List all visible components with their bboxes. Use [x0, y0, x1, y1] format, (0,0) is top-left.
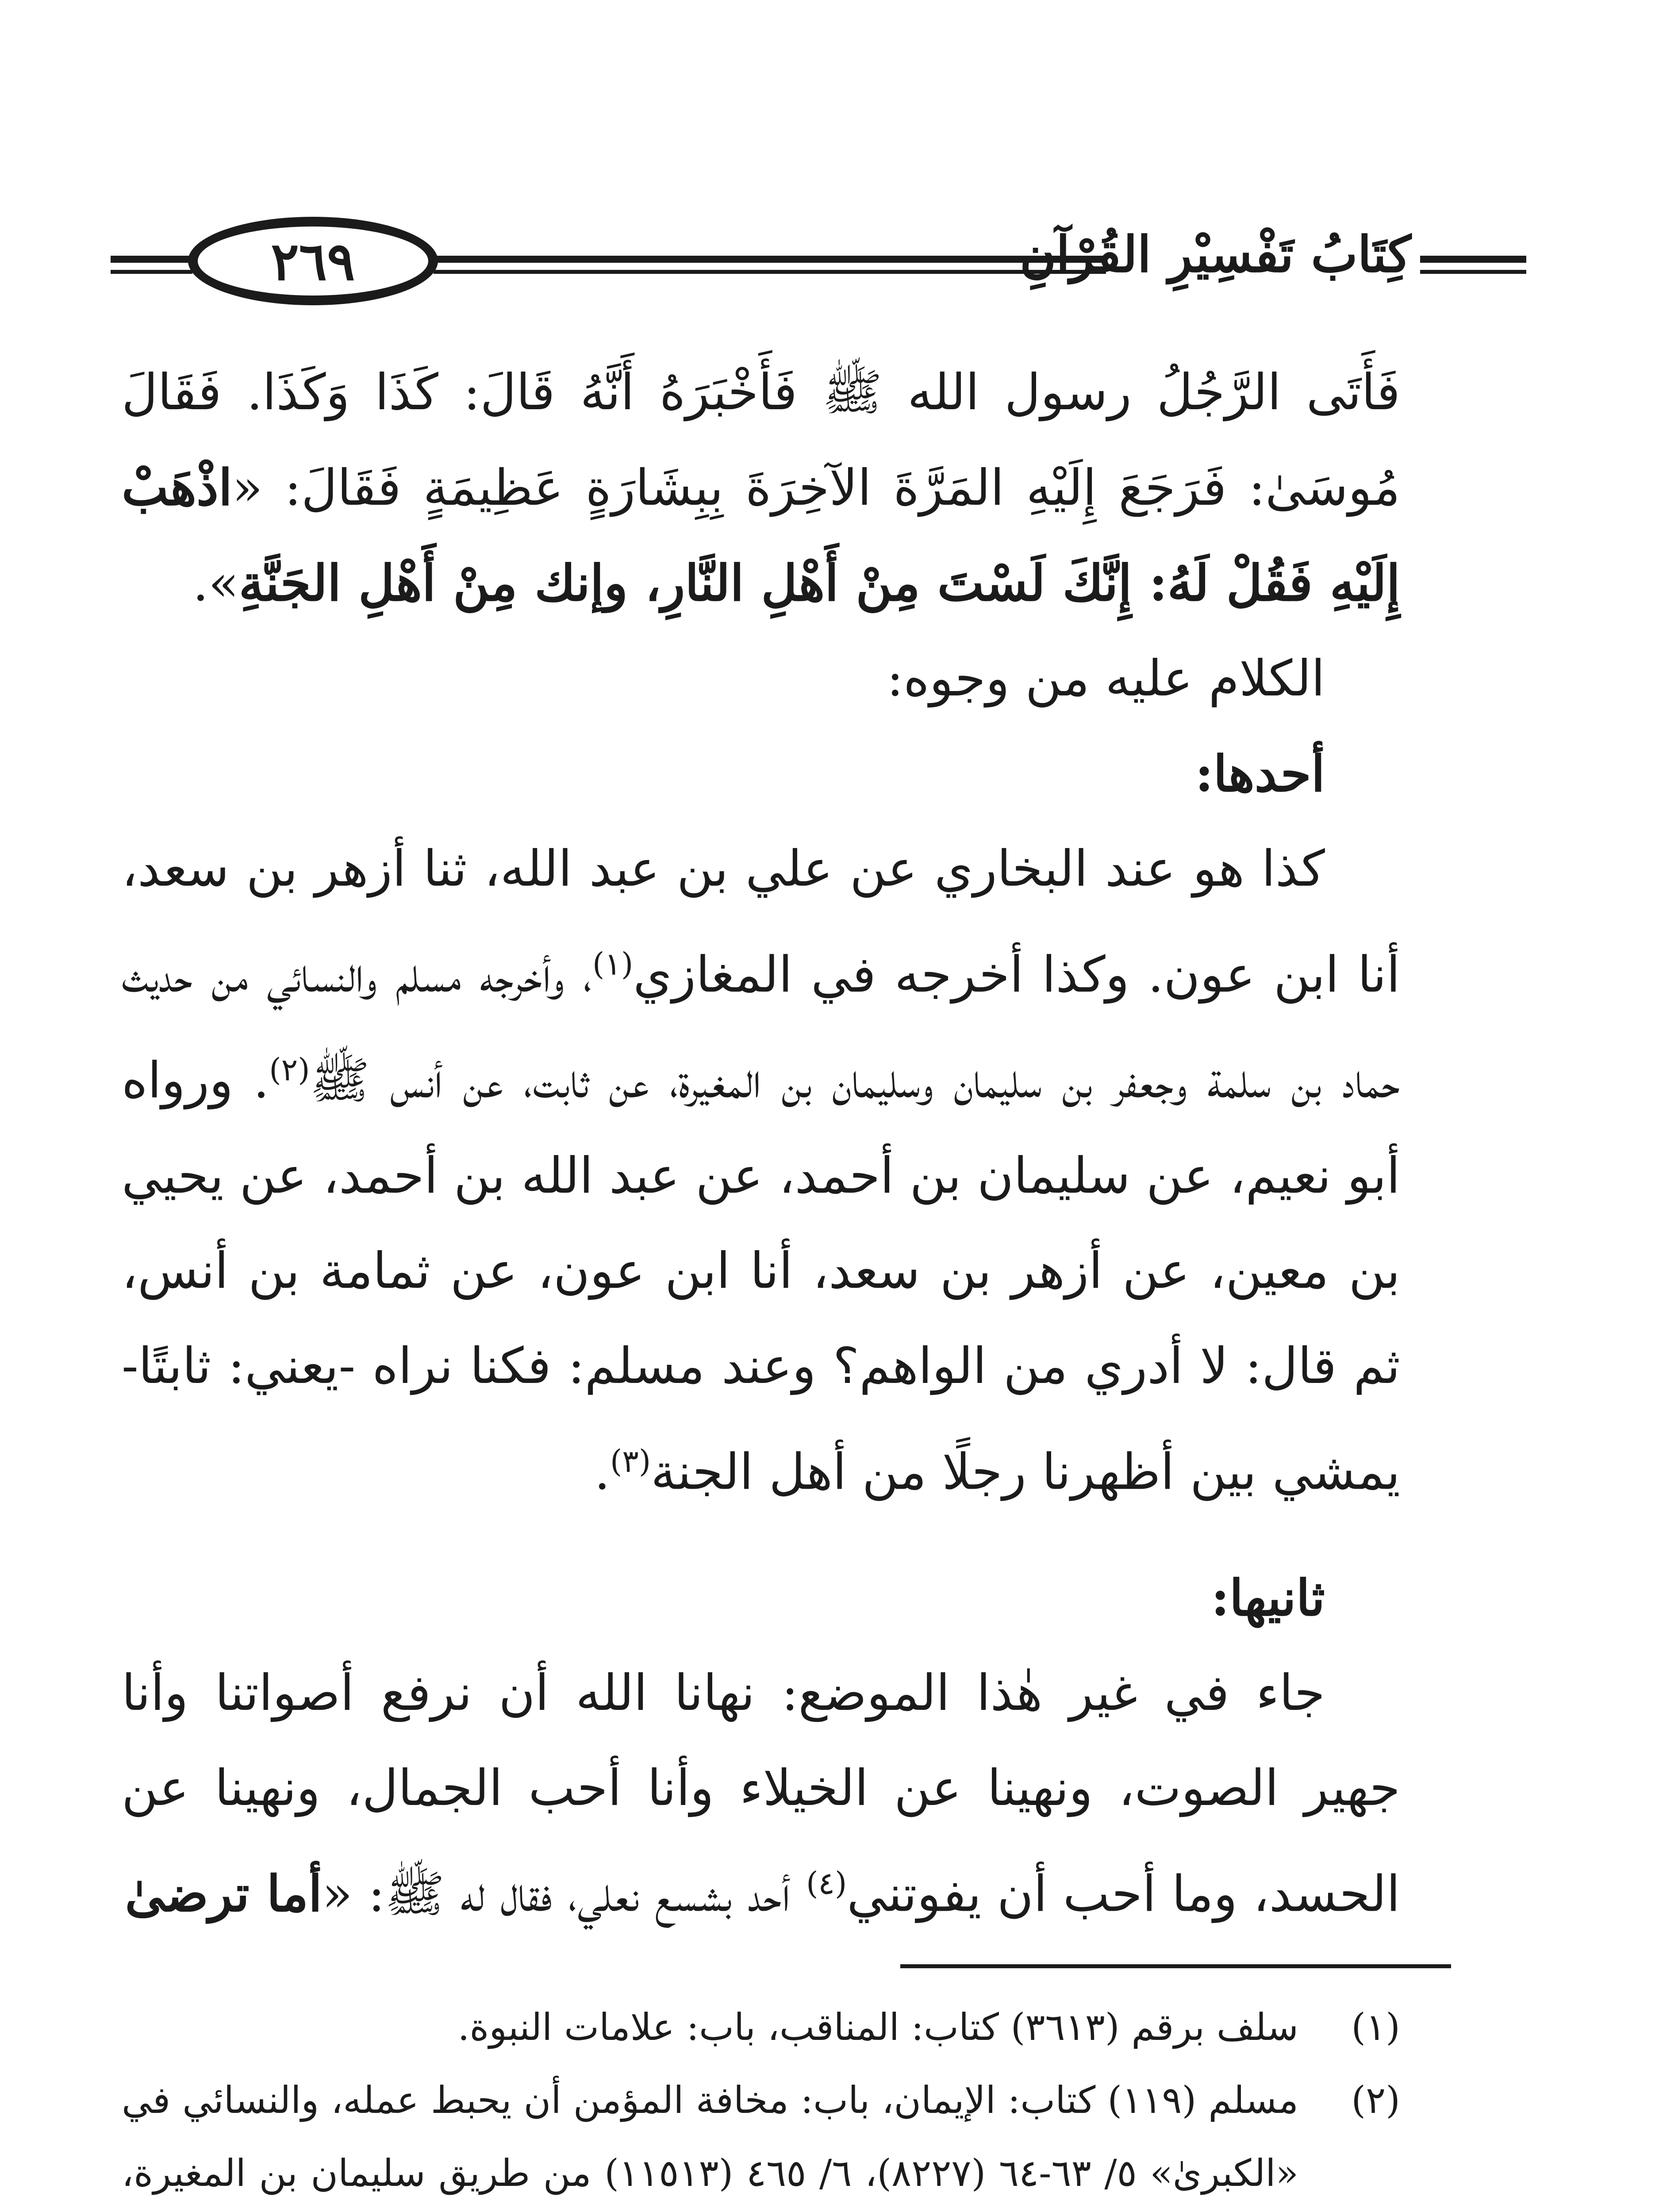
page-number: ٢٦٩: [271, 230, 355, 292]
footnote-item: [122, 2064, 1400, 2212]
text-span: أحد بشسع نعلي، فقال له ﷺ: «: [322, 1865, 806, 1923]
bold-quote: أما ترضىٰ: [125, 1865, 323, 1923]
text-span: . ورواه أبو نعيم، عن سليمان بن أحمد، عن عبد الله بن أحمد، عن يحيي بن معين، عن أزهر بن سعد، أنا ابن عون، عن ثمامة بن أنس، ثم قال: لا أدري من الواهم؟ وعند مسلم: فكنا نراه -يعني: ثابتًا- يمشي بين أظهرنا رجلًا من أهل الجنة: [122, 1052, 1400, 1501]
header-rule-left-top: [111, 256, 192, 263]
header-rule-right-bottom: [1420, 270, 1526, 274]
text-span: ».: [192, 555, 239, 612]
book-title: كِتَابُ تَفْسِيْرِ القُرْآنِ: [1019, 226, 1411, 284]
main-text: [122, 345, 1400, 1942]
header-rule-center-bottom: [434, 270, 1106, 274]
footnote-separator: [900, 1964, 1451, 1968]
text-span: ، وأخرجه مسلم والنسائي من حديث حماد بن سلمة وجعفر بن سليمان وسليمان بن المغيرة، عن ثابت، عن أنس ﷺ: [122, 946, 1400, 1110]
section-heading-first: أحدها:: [1195, 745, 1325, 803]
footnote-text: سلف برقم (٣٦١٣) كتاب: المناقب، باب: علامات النبوة.: [457, 2005, 1298, 2049]
bold-quote: اذْهَبْ إِلَيْهِ فَقُلْ لَهُ: إِنَّكَ لَسْتَ مِنْ أَهْلِ النَّارِ، وإنك مِنْ أَهْلِ الجَنَّةِ: [122, 459, 1400, 612]
paragraph-hadith-end: [122, 345, 1400, 631]
page-number-badge: [188, 217, 438, 305]
paragraph-second-aspect: [122, 1646, 1400, 1942]
header-rule-center-top: [434, 256, 1106, 263]
footnote-item: [122, 1991, 1400, 2064]
footnote-number: (٢): [1351, 2078, 1400, 2122]
text-span: .: [594, 1443, 610, 1501]
paragraph-intro: الكلام عليه من وجوه:: [887, 650, 1325, 707]
footnote-ref-4[interactable]: (٤): [806, 1865, 847, 1901]
footnotes: [122, 1991, 1400, 2212]
footnote-ref-1[interactable]: (١): [592, 946, 634, 982]
header-rule-right-top: [1420, 256, 1526, 263]
footnote-text: مسلم (١١٩) كتاب: الإيمان، باب: مخافة المؤمن أن يحبط عمله، والنسائي في «الكبرىٰ» ٥/ ٦٣-٦٤ (٨٢٢٧)، ٦/ ٤٦٥ (١١٥١٣) من طريق سليمان بن المغيرة،: [122, 2078, 1298, 2195]
footnote-ref-2[interactable]: (٢): [269, 1052, 310, 1088]
text-span: كذا هو عند البخاري عن علي بن عبد الله، ثنا أزهر بن سعد، أنا ابن عون. وكذا أخرجه في المغازي: [122, 840, 1401, 1004]
footnote-ref-3[interactable]: (٣): [610, 1443, 651, 1479]
header-rule-left-bottom: [111, 270, 192, 274]
running-header: [111, 208, 1526, 310]
paragraph-first-aspect: [122, 822, 1400, 1520]
section-heading-second: ثانيها:: [1211, 1569, 1325, 1627]
text-span: جاء في غير هٰذا الموضع: نهانا الله أن نرفع أصواتنا وأنا جهير الصوت، ونهينا عن الخيلاء وأنا أحب الجمال، ونهينا عن الحسد، وما أحب أن يفوتني: [122, 1664, 1400, 1923]
text-span: فَأَتَى الرَّجُلُ رسول الله ﷺ فَأَخْبَرَهُ أَنَّهُ قَالَ: كَذَا وَكَذَا. فَقَالَ مُوسَىٰ: فَرَجَعَ إِلَيْهِ المَرَّةَ الآخِرَةَ بِبِشَارَةٍ عَظِيمَةٍ فَقَالَ: «: [122, 364, 1400, 517]
footnote-number: (١): [1351, 2005, 1400, 2049]
